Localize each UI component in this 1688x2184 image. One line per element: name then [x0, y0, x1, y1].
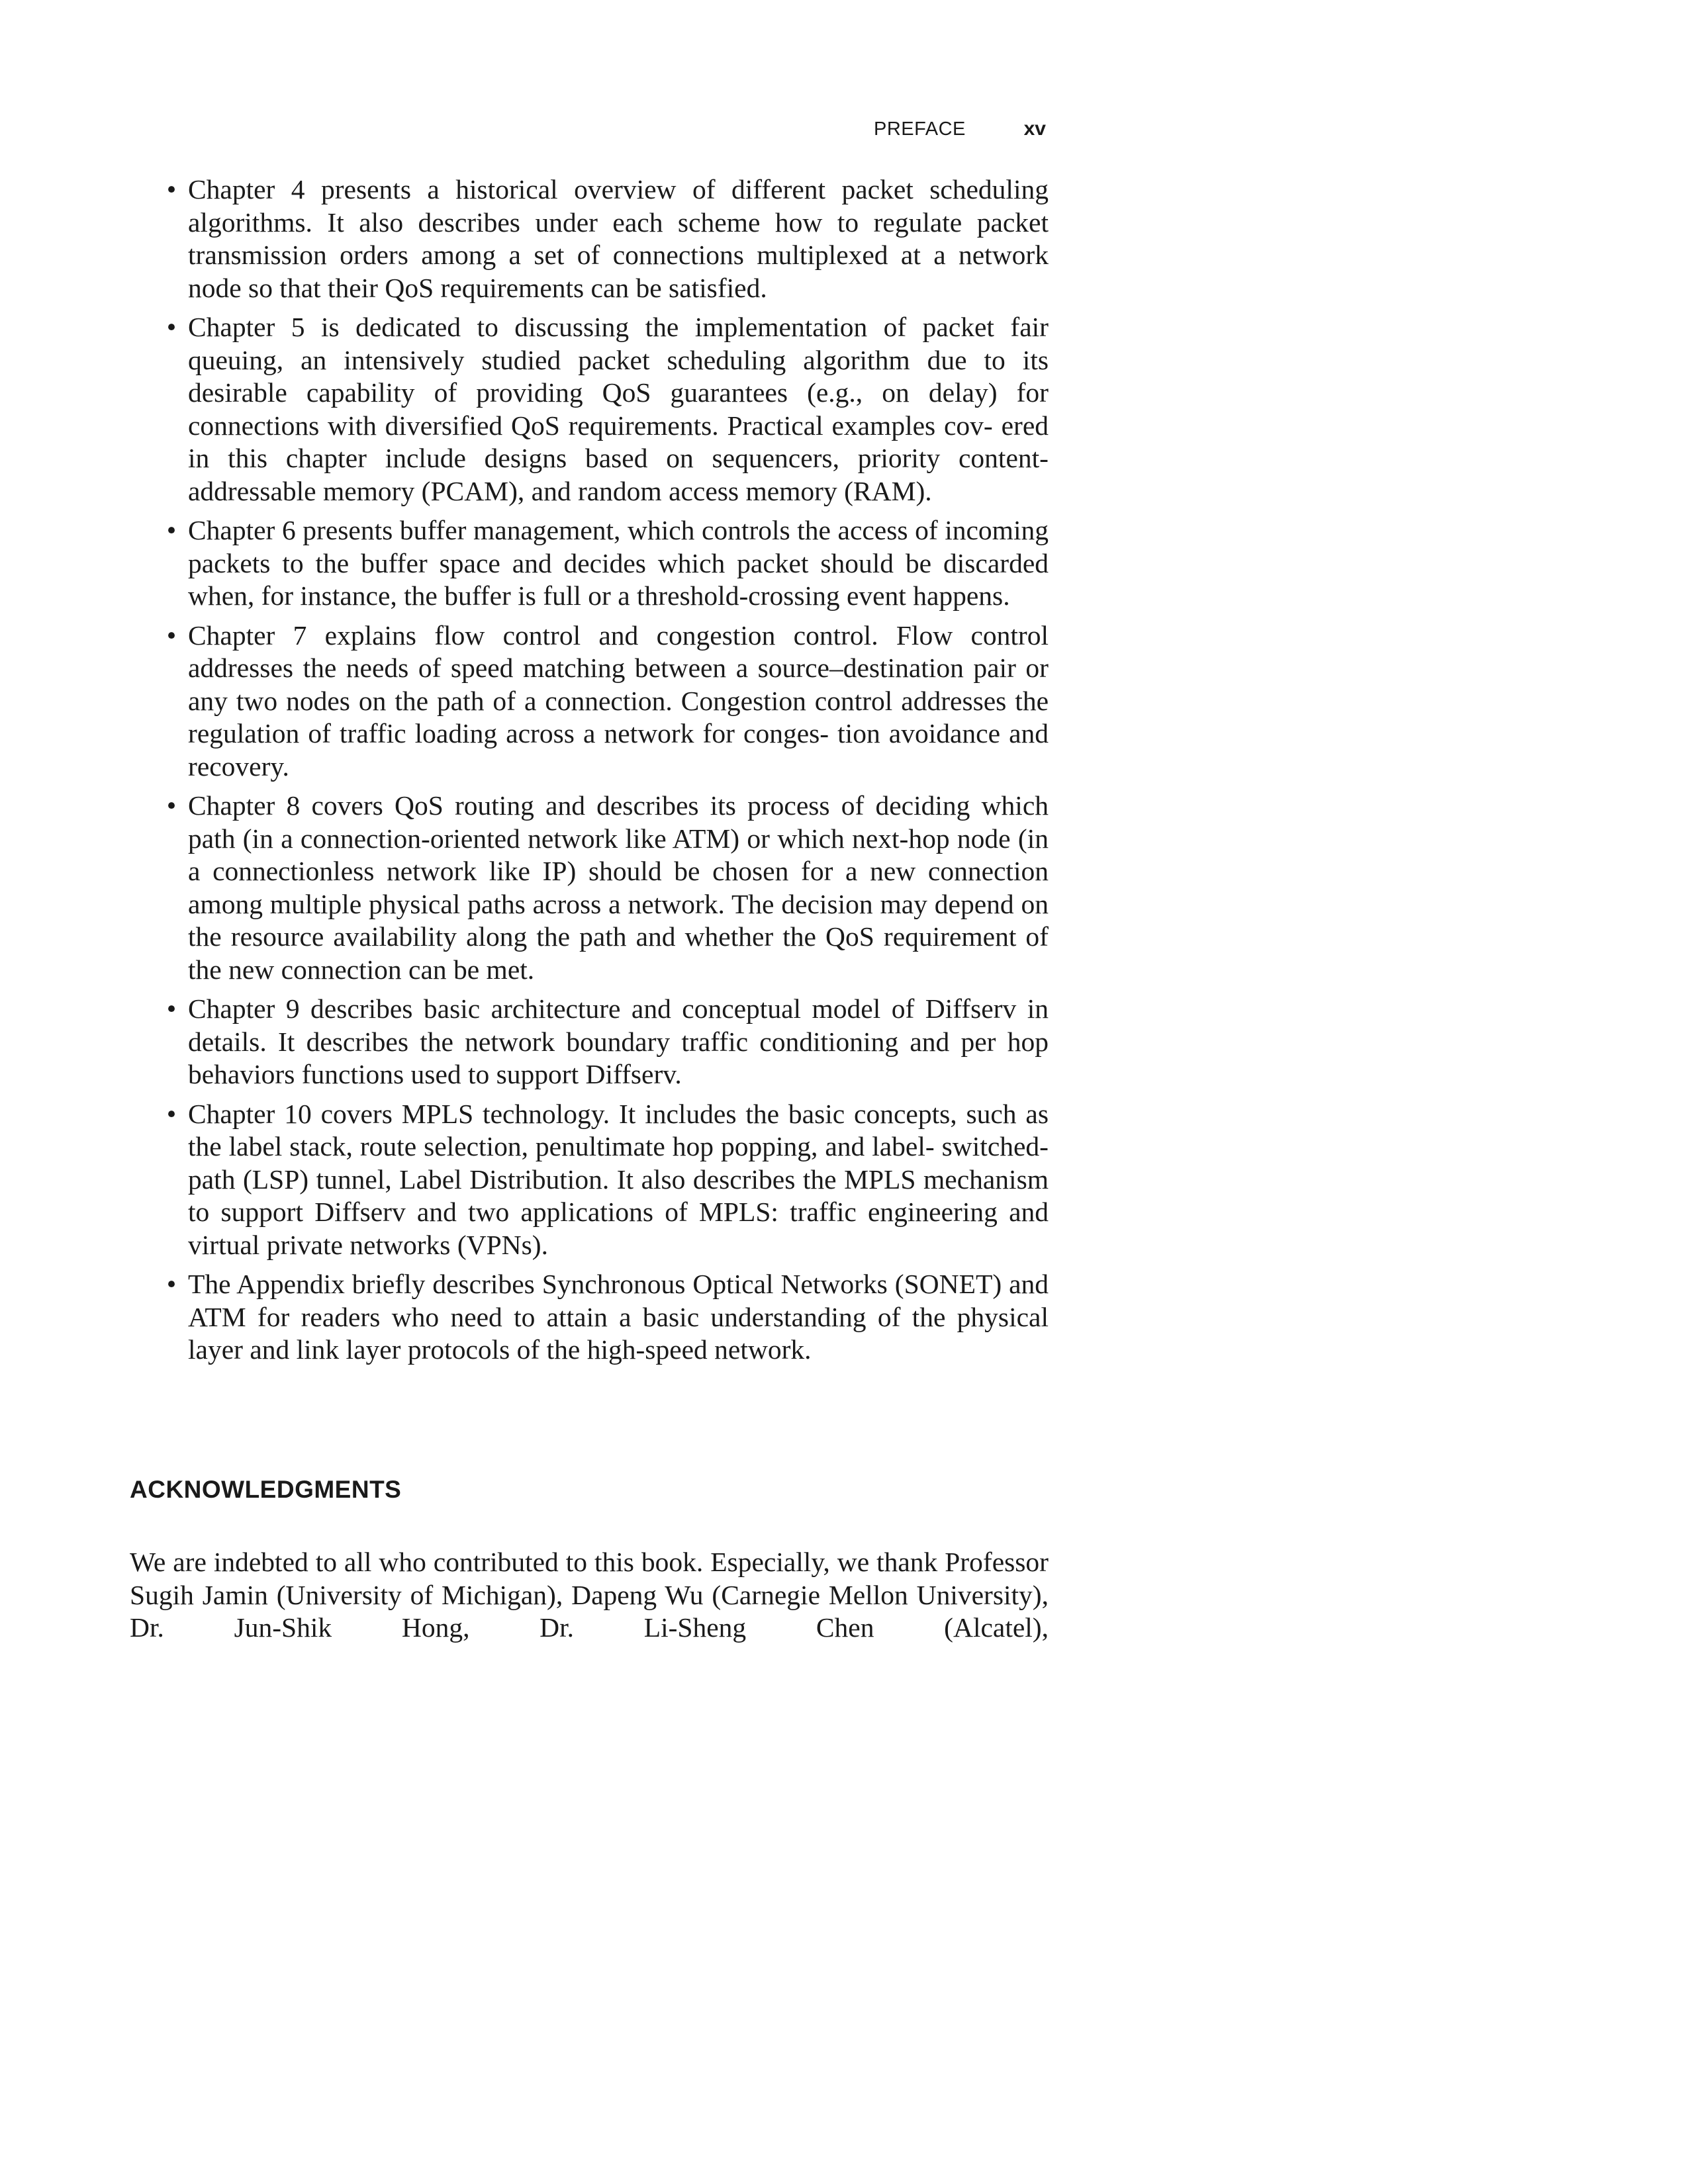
acknowledgments-paragraph: We are indebted to all who contributed to this book. Especially, we thank Professor Sugih Jamin (University of Michigan), Dapeng Wu (Carnegie Mellon University), Dr. Jun-Shik Hong, Dr. Li-Sheng Chen (Alcatel), — [130, 1547, 1049, 1643]
list-item-text: Chapter 4 presents a historical overview of different packet scheduling algorithms. It also describes under each scheme how to regulate packet transmission orders among a set of connections multiplexed at a network node so that their QoS requirements can be satisfied. — [188, 174, 1049, 303]
list-item — [130, 173, 1049, 304]
bullet-icon: • — [166, 515, 177, 545]
bullet-icon: • — [166, 312, 177, 342]
list-item — [130, 619, 1049, 784]
list-item — [130, 790, 1049, 986]
running-head — [874, 113, 1046, 146]
bullet-icon: • — [166, 619, 177, 651]
bullet-icon: • — [166, 1269, 177, 1299]
acknowledgments-heading: ACKNOWLEDGMENTS — [130, 1476, 402, 1503]
running-head-section: PREFACE — [874, 118, 966, 140]
list-item-text: Chapter 7 explains flow control and congestion control. Flow control addresses the needs of speed matching between a source–destination pair or any two nodes on the path of a connection. Congestion control addresses the regulation of traffic loading across a network for conges- tion avoidance and recovery. — [188, 619, 1049, 782]
list-item-text: The Appendix briefly describes Synchronous Optical Networks (SONET) and ATM for readers who need to attain a basic understanding of the physical layer and link layer protocols of the high-speed network. — [188, 1269, 1049, 1365]
list-item-text: Chapter 6 presents buffer management, which controls the access of incoming packets to the buffer space and decides which packet should be discarded when, for instance, the buffer is full or a threshold-crossing event happens. — [188, 515, 1049, 611]
bullet-icon: • — [166, 790, 177, 821]
list-item-text: Chapter 10 covers MPLS technology. It includes the basic concepts, such as the label stack, route selection, penultimate hop popping, and label- switched-path (LSP) tunnel, Label Distribution. It also describes the MPLS mechanism to support Diffserv and two applications of MPLS: traffic engineering and virtual private networks (VPNs). — [188, 1098, 1049, 1260]
chapter-summary-list — [130, 173, 1049, 1373]
list-item — [130, 514, 1049, 613]
list-item-text: Chapter 8 covers QoS routing and describes its process of deciding which path (in a connection-oriented network like ATM) or which next-hop node (in a connectionless network like IP) should be chosen for a new connection among multiple physical paths across a network. The decision may depend on the resource availability along the path and whether the QoS requirement of the new connection can be met. — [188, 790, 1049, 985]
bullet-icon: • — [166, 1098, 177, 1129]
list-item — [130, 311, 1049, 508]
list-item — [130, 1098, 1049, 1262]
page-number: xv — [1023, 118, 1046, 140]
list-item-text: Chapter 5 is dedicated to discussing the implementation of packet fair queuing, an intensively studied packet scheduling algorithm due to its desirable capability of providing QoS guarantees (e.g., on delay) for connections with diversified QoS requirements. Practical examples cov- ered in this chapter include designs based on sequencers, priority content- addressable memory (PCAM), and random access memory (RAM). — [188, 312, 1049, 506]
bullet-icon: • — [166, 174, 177, 205]
list-item — [130, 993, 1049, 1091]
list-item — [130, 1268, 1049, 1367]
bullet-icon: • — [166, 993, 177, 1024]
list-item-text: Chapter 9 describes basic architecture and conceptual model of Diffserv in details. It describes the network boundary traffic conditioning and per hop behaviors functions used to support Diffserv. — [188, 993, 1049, 1089]
